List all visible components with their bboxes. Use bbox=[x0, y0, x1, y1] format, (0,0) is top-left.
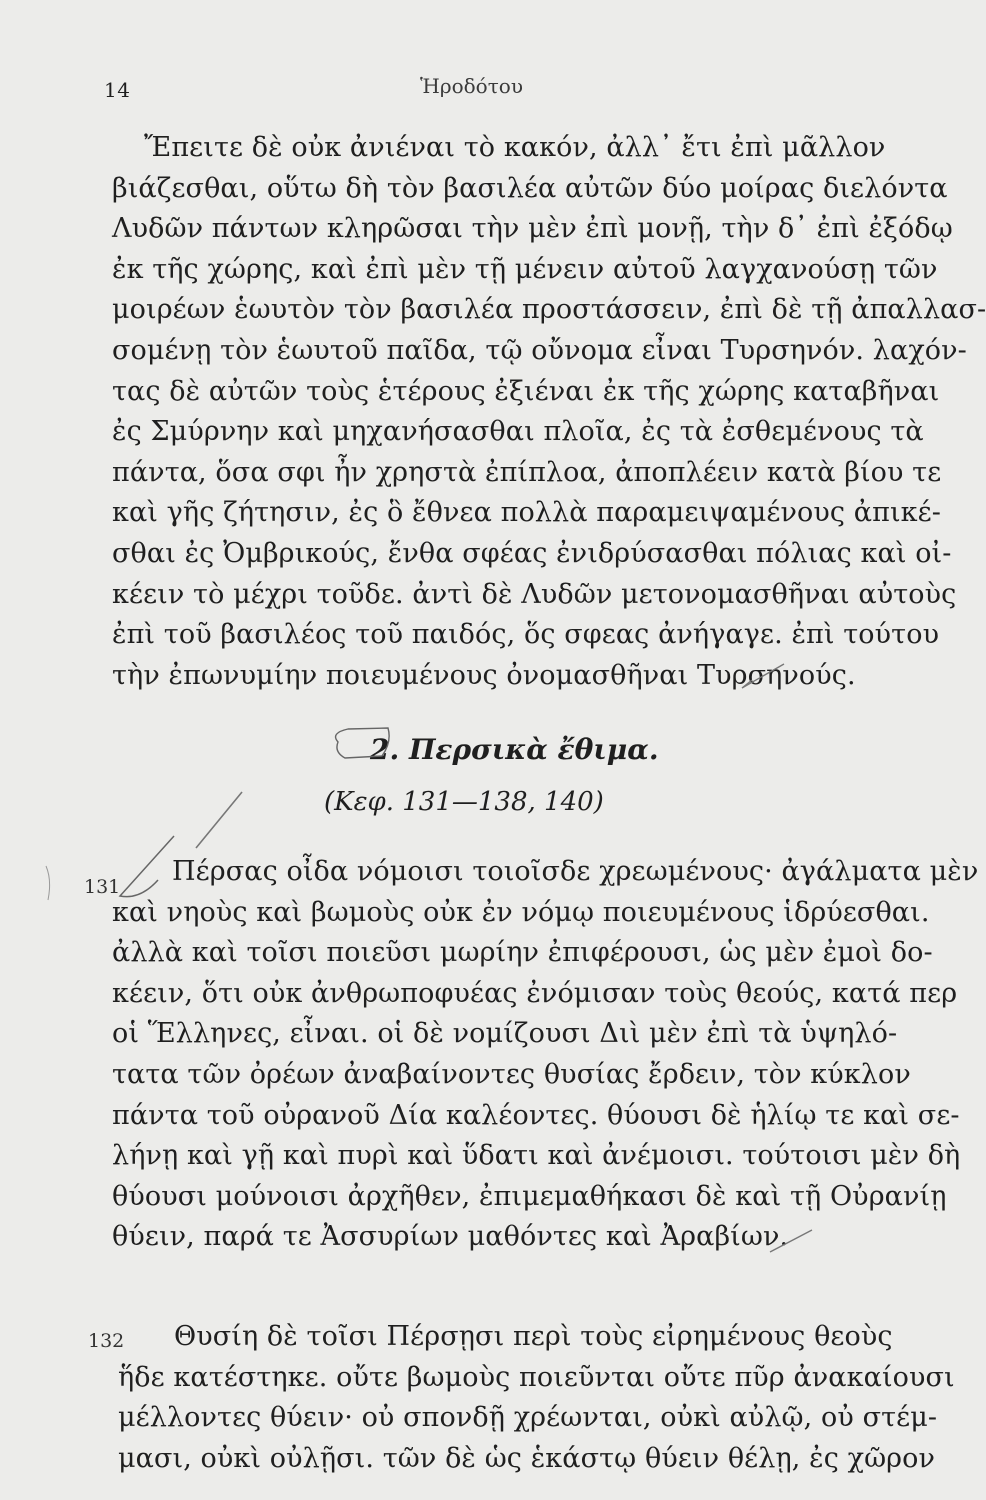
text-line: μέλλοντες θύειν· οὐ σπονδῇ χρέωνται, οὐκὶ αὐλῷ, οὐ στέμ- bbox=[118, 1402, 938, 1434]
text-line: θύειν, παρά τε Ἀσσυρίων μαθόντες καὶ Ἀραβίων. bbox=[112, 1221, 789, 1253]
text-line: τατα τῶν ὀρέων ἀναβαίνοντες θυσίας ἔρδειν, τὸν κύκλον bbox=[112, 1058, 911, 1090]
chapter-number: 131 bbox=[84, 876, 121, 898]
text-line: ἐκ τῆς χώρης, καὶ ἐπὶ μὲν τῇ μένειν αὐτοῦ λαγχανούσῃ τῶν bbox=[112, 253, 938, 285]
text-line: κέειν τὸ μέχρι τοῦδε. ἀντὶ δὲ Λυδῶν μετονομασθῆναι αὐτοὺς bbox=[112, 578, 957, 610]
text-line: οἱ Ἕλληνες, εἶναι. οἱ δὲ νομίζουσι Διὶ μὲν ἐπὶ τὰ ὑψηλό- bbox=[112, 1018, 898, 1050]
text-line: βιάζεσθαι, οὕτω δὴ τὸν βασιλέα αὐτῶν δύο μοίρας διελόντα bbox=[112, 172, 948, 204]
running-title: Ἡροδότου bbox=[420, 74, 523, 98]
text-line: μασι, οὐκὶ οὐλῇσι. τῶν δὲ ὡς ἑκάστῳ θύειν θέλῃ, ἐς χῶρον bbox=[118, 1442, 936, 1474]
text-line: Θυσίη δὲ τοῖσι Πέρσῃσι περὶ τοὺς εἰρημένους θεοὺς bbox=[174, 1321, 893, 1352]
text-line: ἐς Σμύρνην καὶ μηχανήσασθαι πλοῖα, ἐς τὰ ἐσθεμένους τὰ bbox=[112, 416, 924, 448]
text-line: σθαι ἐς Ὀμβρικούς, ἔνθα σφέας ἐνιδρύσασθαι πόλιας καὶ οἰ- bbox=[112, 537, 952, 569]
text-line: θύουσι μούνοισι ἀρχῆθεν, ἐπιμεμαθήκασι δὲ καὶ τῇ Οὐρανίῃ bbox=[112, 1180, 947, 1212]
text-line: σομένῃ τὸν ἑωυτοῦ παῖδα, τῷ οὔνομα εἶναι Τυρσηνόν. λαχόν- bbox=[112, 334, 967, 366]
paragraph-1 bbox=[112, 128, 986, 696]
chapter-131-text bbox=[112, 852, 979, 1258]
text-line: πάντα τοῦ οὐρανοῦ Δία καλέοντες. θύουσι δὲ ἡλίῳ τε καὶ σε- bbox=[112, 1099, 960, 1131]
text-line: ἥδε κατέστηκε. οὔτε βωμοὺς ποιεῦνται οὔτε πῦρ ἀνακαίουσι bbox=[118, 1361, 955, 1393]
margin-note bbox=[46, 866, 50, 900]
text-line: λήνῃ καὶ γῇ καὶ πυρὶ καὶ ὕδατι καὶ ἀνέμοισι. τούτοισι μὲν δὴ bbox=[112, 1140, 961, 1172]
slash-mark bbox=[196, 792, 242, 848]
text-line: τας δὲ αὐτῶν τοὺς ἑτέρους ἐξιέναι ἐκ τῆς χώρης καταβῆναι bbox=[112, 375, 940, 407]
section-heading: 2. Περσικὰ ἔθιμα. bbox=[370, 733, 659, 766]
text-line: Λυδῶν πάντων κληρῶσαι τὴν μὲν ἐπὶ μονῇ, τὴν δ᾽ ἐπὶ ἐξόδῳ bbox=[112, 213, 953, 245]
text-line: μοιρέων ἑωυτὸν τὸν βασιλέα προστάσσειν, ἐπὶ δὲ τῇ ἀπαλλασ- bbox=[112, 294, 986, 326]
chapter-132-text bbox=[118, 1317, 955, 1479]
text-line: καὶ γῆς ζήτησιν, ἐς ὃ ἔθνεα πολλὰ παραμειψαμένους ἀπικέ- bbox=[112, 497, 941, 529]
text-line: καὶ νηοὺς καὶ βωμοὺς οὐκ ἐν νόμῳ ποιευμένους ἱδρύεσθαι. bbox=[112, 896, 930, 928]
text-line: ἀλλὰ καὶ τοῖσι ποιεῦσι μωρίην ἐπιφέρουσι, ὡς μὲν ἐμοὶ δο- bbox=[112, 937, 933, 969]
section-reference: (Κεφ. 131—138, 140) bbox=[324, 787, 604, 817]
text-line: κέειν, ὅτι οὐκ ἀνθρωποφυέας ἐνόμισαν τοὺς θεούς, κατά περ bbox=[112, 977, 958, 1009]
text-line: Πέρσας οἶδα νόμοισι τοιοῖσδε χρεωμένους· ἀγάλματα μὲν bbox=[172, 856, 979, 887]
text-line: Ἔπειτε δὲ οὐκ ἀνιέναι τὸ κακόν, ἀλλ᾽ ἔτι ἐπὶ μᾶλλον bbox=[144, 132, 886, 163]
text-line: ἐπὶ τοῦ βασιλέος τοῦ παιδός, ὅς σφεας ἀνήγαγε. ἐπὶ τούτου bbox=[112, 619, 940, 651]
text-line: τὴν ἐπωνυμίην ποιευμένους ὀνομασθῆναι Τυρσηνούς. bbox=[112, 659, 856, 691]
chapter-number: 132 bbox=[88, 1330, 125, 1352]
page-number: 14 bbox=[104, 78, 131, 102]
text-line: πάντα, ὅσα σφι ἦν χρηστὰ ἐπίπλοα, ἀποπλέειν κατὰ βίου τε bbox=[112, 456, 942, 488]
